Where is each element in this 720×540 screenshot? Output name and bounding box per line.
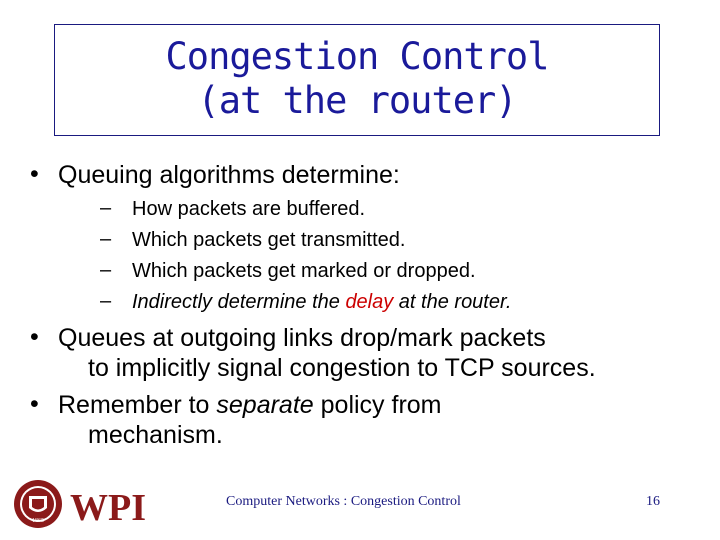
slide-title-line2: (at the router) <box>197 79 517 122</box>
sub-bullet-marked: Which packets get marked or dropped. <box>132 260 476 282</box>
delay-highlight: delay <box>345 291 394 313</box>
sub-bullet-delay <box>132 290 511 314</box>
page-number: 16 <box>646 494 660 509</box>
bullet-glyph: • <box>30 160 39 188</box>
bullet-queues-line2: to implicitly signal congestion to TCP sources. <box>88 354 596 382</box>
sub4-post: at the router. <box>393 291 512 313</box>
bullet-queuing: Queuing algorithms determine: <box>58 161 400 189</box>
wpi-logo <box>12 478 162 535</box>
sub-bullet-transmitted: Which packets get transmitted. <box>132 229 406 251</box>
footer-title: Computer Networks : Congestion Control <box>226 494 461 509</box>
sub4-pre: Indirectly determine the <box>132 291 346 313</box>
b3-pre: Remember to <box>58 391 217 419</box>
slide-title-line1: Congestion Control <box>165 35 549 78</box>
dash-glyph: – <box>100 197 112 219</box>
bullet-queues-line1: Queues at outgoing links drop/mark packets <box>58 324 546 352</box>
b3-post: policy from <box>313 391 442 419</box>
bullet-remember-line1 <box>58 390 442 420</box>
wpi-seal-icon <box>12 478 162 530</box>
seal-year: 1865 <box>32 518 44 524</box>
dash-glyph: – <box>100 290 112 312</box>
bullet-glyph: • <box>30 323 39 351</box>
dash-glyph: – <box>100 259 112 281</box>
title-box <box>54 24 660 136</box>
sub-bullet-buffered: How packets are buffered. <box>132 198 366 220</box>
dash-glyph: – <box>100 228 112 250</box>
separate-emphasis: separate <box>216 391 314 419</box>
bullet-glyph: • <box>30 390 39 418</box>
bullet-remember-line2: mechanism. <box>88 421 223 449</box>
wpi-logo-text: WPI <box>70 487 146 529</box>
